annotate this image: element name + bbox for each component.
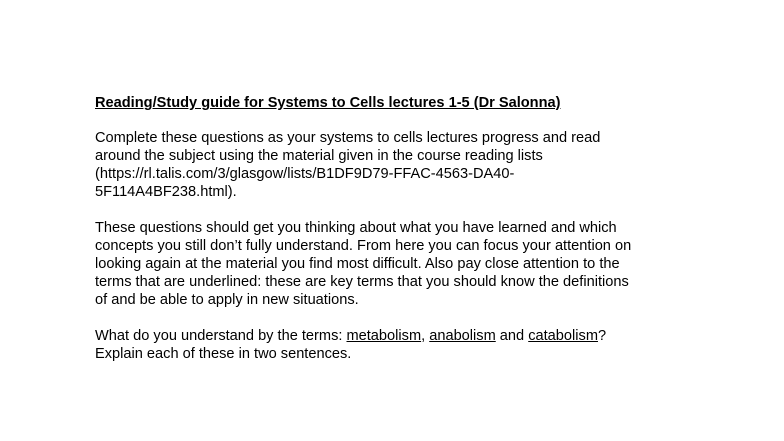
term-metabolism: metabolism: [346, 328, 422, 344]
question-separator: and: [495, 328, 529, 344]
guidance-paragraph: [95, 219, 695, 309]
question-prefix: What do you understand by the terms:: [95, 328, 347, 344]
question-separator: ,: [421, 328, 430, 344]
reading-list-link[interactable]: (https://rl.talis.com/3/glasgow/lists/B1DF9D79-FFAC-4563-DA40-: [95, 166, 515, 182]
reading-list-link-end[interactable]: 5F114A4BF238.html).: [95, 184, 237, 200]
document-content: [95, 94, 695, 381]
guidance-line: terms that are underlined: these are key terms that you should know the definitions: [95, 274, 629, 290]
question-instruction: Explain each of these in two sentences.: [95, 346, 352, 362]
term-anabolism: anabolism: [429, 328, 496, 344]
guidance-line: concepts you still don’t fully understand. From here you can focus your attention on: [95, 238, 632, 254]
intro-paragraph: [95, 129, 695, 201]
guidance-line: looking again at the material you find most difficult. Also pay close attention to the: [95, 256, 620, 272]
question-line: [95, 327, 695, 345]
term-catabolism: catabolism: [528, 328, 598, 344]
intro-line: Complete these questions as your systems to cells lectures progress and read: [95, 130, 601, 146]
guidance-line: of and be able to apply in new situations.: [95, 292, 359, 308]
document-title: Reading/Study guide for Systems to Cells lectures 1-5 (Dr Salonna): [95, 95, 561, 111]
question-suffix: ?: [597, 328, 607, 344]
intro-line: around the subject using the material given in the course reading lists: [95, 148, 543, 164]
question-paragraph: [95, 327, 695, 363]
guidance-line: These questions should get you thinking about what you have learned and which: [95, 220, 617, 236]
